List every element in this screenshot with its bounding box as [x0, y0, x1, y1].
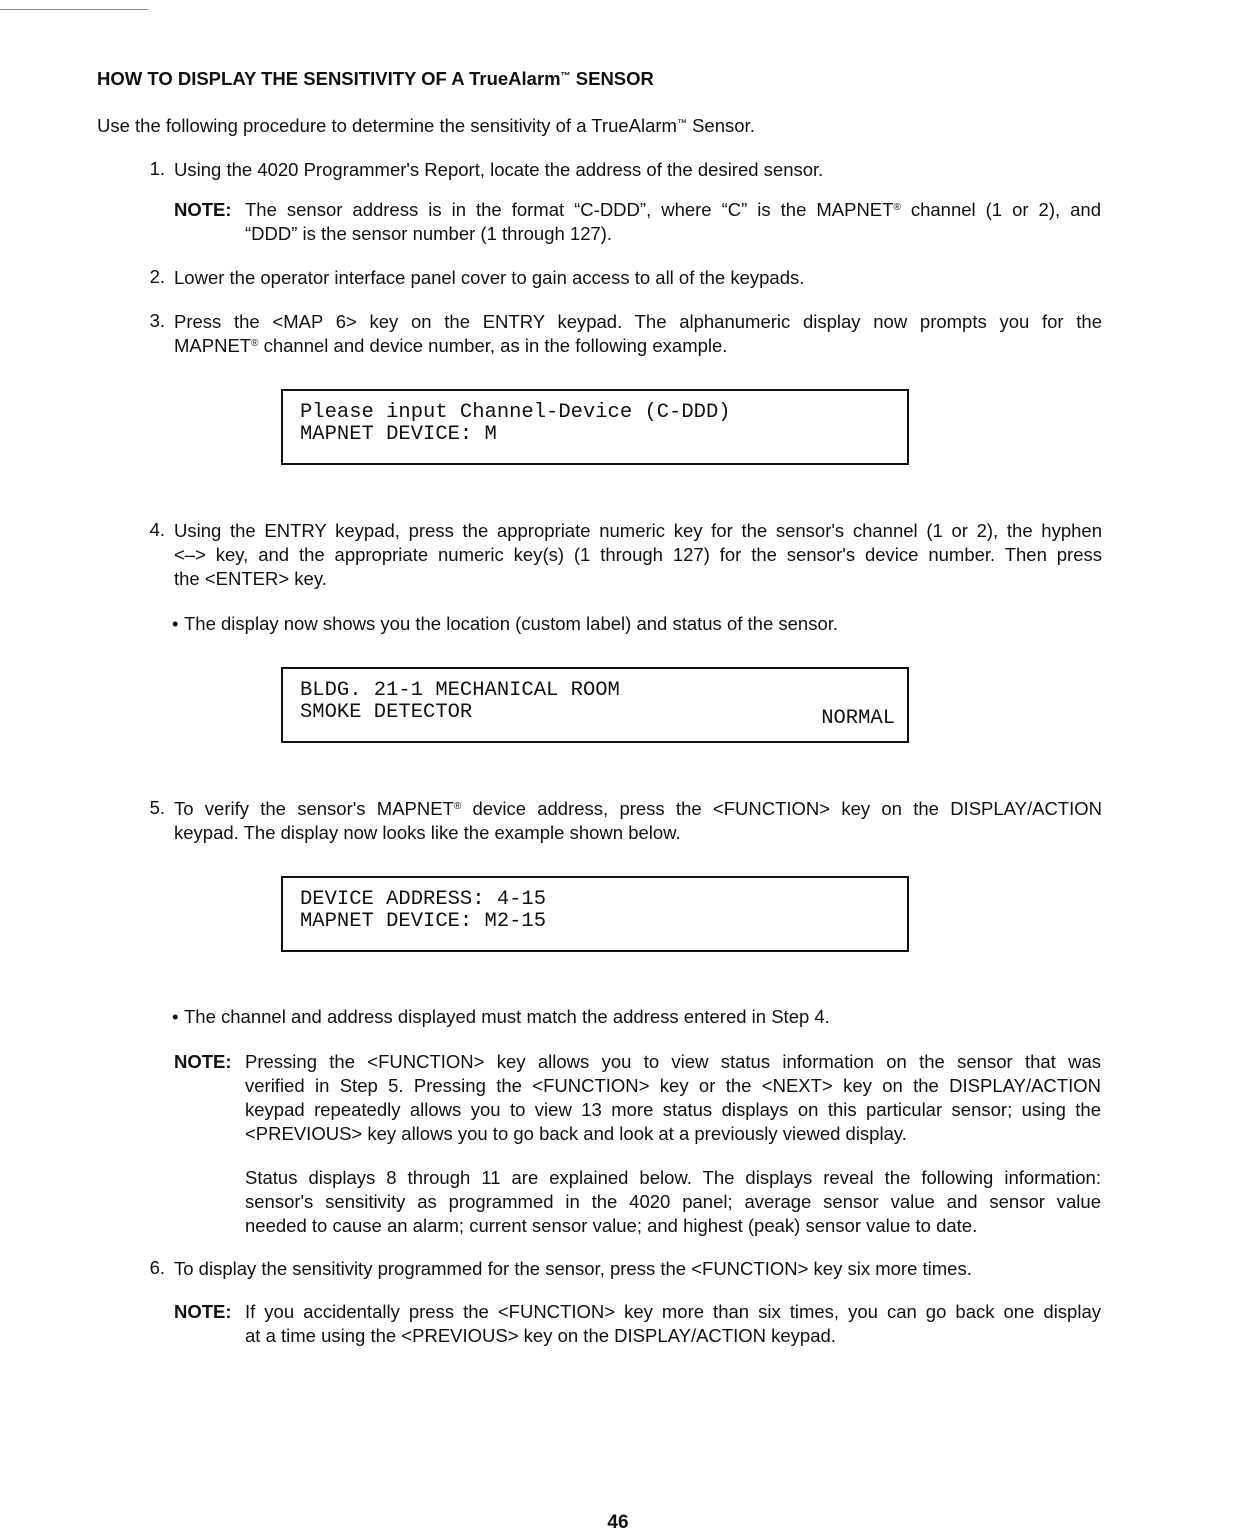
note-3-line-2: at a time using the <PREVIOUS> key on the DISPLAY/ACTION keypad. [245, 1325, 836, 1346]
note-1-line-1: The sensor address is in the format “C-DDD”, where “C” is the MAPNET® channel (1 or 2), and [245, 199, 1101, 220]
step-5-line-2: keypad. The display now looks like the example shown below. [174, 822, 681, 843]
step-5-number: 5. [149, 797, 165, 818]
bullet-2-mark: • [172, 1006, 179, 1027]
lcd-display-channel-prompt [281, 389, 909, 465]
note-3-label: NOTE: [174, 1301, 232, 1322]
note-1-label: NOTE: [174, 199, 232, 220]
lcd-status-text: NORMAL [821, 707, 895, 730]
note-2-line-4: <PREVIOUS> key allows you to go back and look at a previously viewed display. [245, 1123, 907, 1144]
note-2-line-2: verified in Step 5. Pressing the <FUNCTION> key or the <NEXT> key on the DISPLAY/ACTION [245, 1075, 1101, 1096]
bullet-1-text: The display now shows you the location (custom label) and status of the sensor. [184, 613, 839, 634]
step-2-number: 2. [149, 266, 165, 287]
lcd-line-2: SMOKE DETECTOR [300, 701, 473, 724]
note-2-label: NOTE: [174, 1051, 232, 1072]
note-2-line-3: keypad repeatedly allows you to view 13 more status displays on this particular sensor; using the [245, 1099, 1101, 1120]
section-heading: HOW TO DISPLAY THE SENSITIVITY OF A TrueAlarm™ SENSOR [97, 68, 654, 89]
lcd-display-sensor-status [281, 667, 909, 743]
lcd-line-1: DEVICE ADDRESS: 4-15 [300, 888, 547, 911]
step-3-line-1: Press the <MAP 6> key on the ENTRY keypad. The alphanumeric display now prompts you for the [174, 311, 1102, 332]
scan-edge-rule [0, 9, 148, 10]
lcd-line-2: MAPNET DEVICE: M [300, 423, 497, 446]
step-3-number: 3. [149, 310, 165, 331]
note-3-line-1: If you accidentally press the <FUNCTION> key more than six times, you can go back one display [245, 1301, 1101, 1322]
step-4-number: 4. [149, 519, 165, 540]
step-4-line-2: <–> key, and the appropriate numeric key(s) (1 through 127) for the sensor's device number. Then press [174, 544, 1102, 565]
step-1-text: Using the 4020 Programmer's Report, locate the address of the desired sensor. [174, 159, 824, 180]
note-2b-line-2: sensor's sensitivity as programmed in the 4020 panel; average sensor value and sensor value [245, 1191, 1101, 1212]
bullet-1-mark: • [172, 613, 179, 634]
lcd-line-2: MAPNET DEVICE: M2-15 [300, 910, 547, 933]
step-3-line-2: MAPNET® channel and device number, as in the following example. [174, 335, 728, 356]
bullet-2-text: The channel and address displayed must match the address entered in Step 4. [184, 1006, 830, 1027]
step-6-text: To display the sensitivity programmed for the sensor, press the <FUNCTION> key six more times. [174, 1258, 972, 1279]
note-2-line-1: Pressing the <FUNCTION> key allows you to view status information on the sensor that was [245, 1051, 1101, 1072]
step-4-line-1: Using the ENTRY keypad, press the appropriate numeric key for the sensor's channel (1 or 2), the hyphen [174, 520, 1102, 541]
step-4-line-3: the <ENTER> key. [174, 568, 327, 589]
note-1-line-2: “DDD” is the sensor number (1 through 127). [245, 223, 613, 244]
intro-paragraph: Use the following procedure to determine the sensitivity of a TrueAlarm™ Sensor. [97, 115, 755, 136]
step-5-line-1: To verify the sensor's MAPNET® device address, press the <FUNCTION> key on the DISPLAY/ACTION [174, 798, 1102, 819]
note-2b-line-3: needed to cause an alarm; current sensor value; and highest (peak) sensor value to date. [245, 1215, 978, 1236]
note-2b-line-1: Status displays 8 through 11 are explained below. The displays reveal the following information: [245, 1167, 1101, 1188]
page-number: 46 [607, 1512, 629, 1533]
step-2-text: Lower the operator interface panel cover to gain access to all of the keypads. [174, 267, 805, 288]
step-1-number: 1. [149, 158, 165, 179]
lcd-display-device-address [281, 876, 909, 952]
lcd-line-1: BLDG. 21-1 MECHANICAL ROOM [300, 679, 620, 702]
step-6-number: 6. [149, 1257, 165, 1278]
lcd-line-1: Please input Channel-Device (C-DDD) [300, 401, 731, 424]
